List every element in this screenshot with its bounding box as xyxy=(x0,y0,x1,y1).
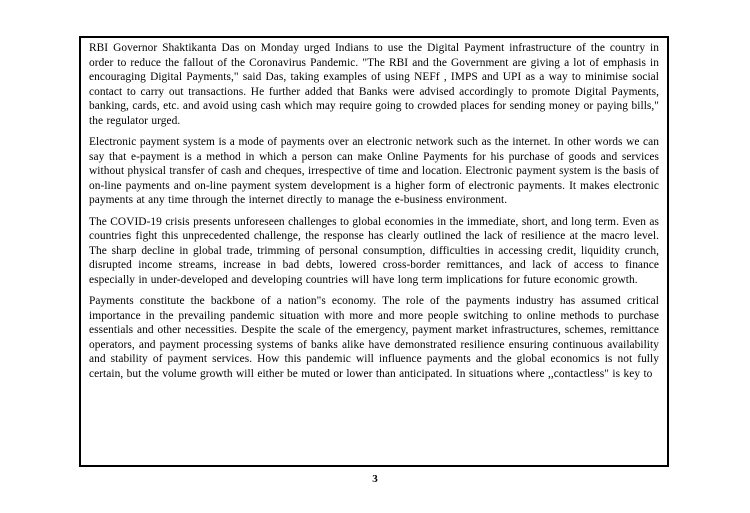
paragraph-payments-backbone: Payments constitute the backbone of a nation"s economy. The role of the payments industry has assumed critical importance in the prevailing pandemic situation with more and more people switching to online methods to purchase essentials and other necessities. Despite the scale of the emergency, payment market infrastructures, schemes, remittance operators, and payment processing systems of banks alike have demonstrated resilience ensuring continuous availability and stability of payment services. How this pandemic will influence payments and the global economics is not fully certain, but the volume growth will either be muted or lower than anticipated. In situations where ,,contactless" is key to xyxy=(89,295,659,380)
paragraph-rbi-governor: RBI Governor Shaktikanta Das on Monday urged Indians to use the Digital Payment infrastructure of the country in order to reduce the fallout of the Coronavirus Pandemic. "The RBI and the Government are giving a lot of emphasis in encouraging Digital Payments," said Das, taking examples of using NEFf , IMPS and UPI as a way to minimise social contact to carry out transactions. He further added that Banks were advised accordingly to promote Digital Payments, banking, cards, etc. and avoid using cash which may require going to crowded places for sending money or paying bills," the regulator urged. xyxy=(89,42,659,127)
page-number: 3 xyxy=(372,473,378,485)
paragraph-electronic-payment: Electronic payment system is a mode of payments over an electronic network such as the internet. In other words we can say that e-payment is a method in which a person can make Online Payments for his purchase of goods and services without physical transfer of cash and cheques, irrespective of time and location. Electronic payment system is the basis of on-line payments and on-line payment system development is a higher form of electronic payments. It makes electronic payments at any time through the internet directly to manage the e-business environment. xyxy=(89,136,659,206)
paragraph-covid-crisis: The COVID-19 crisis presents unforeseen challenges to global economies in the immediate, short, and long term. Even as countries fight this unprecedented challenge, the response has clearly outlined the lack of resilience at the macro level. The sharp decline in global trade, trimming of personal consumption, difficulties in accessing credit, liquidity crunch, disrupted income streams, increase in bad debts, lowered cross-border remittances, and lack of access to finance especially in under-developed and developing countries will have long term implications for future economic growth. xyxy=(89,215,659,286)
document-body xyxy=(89,41,659,463)
